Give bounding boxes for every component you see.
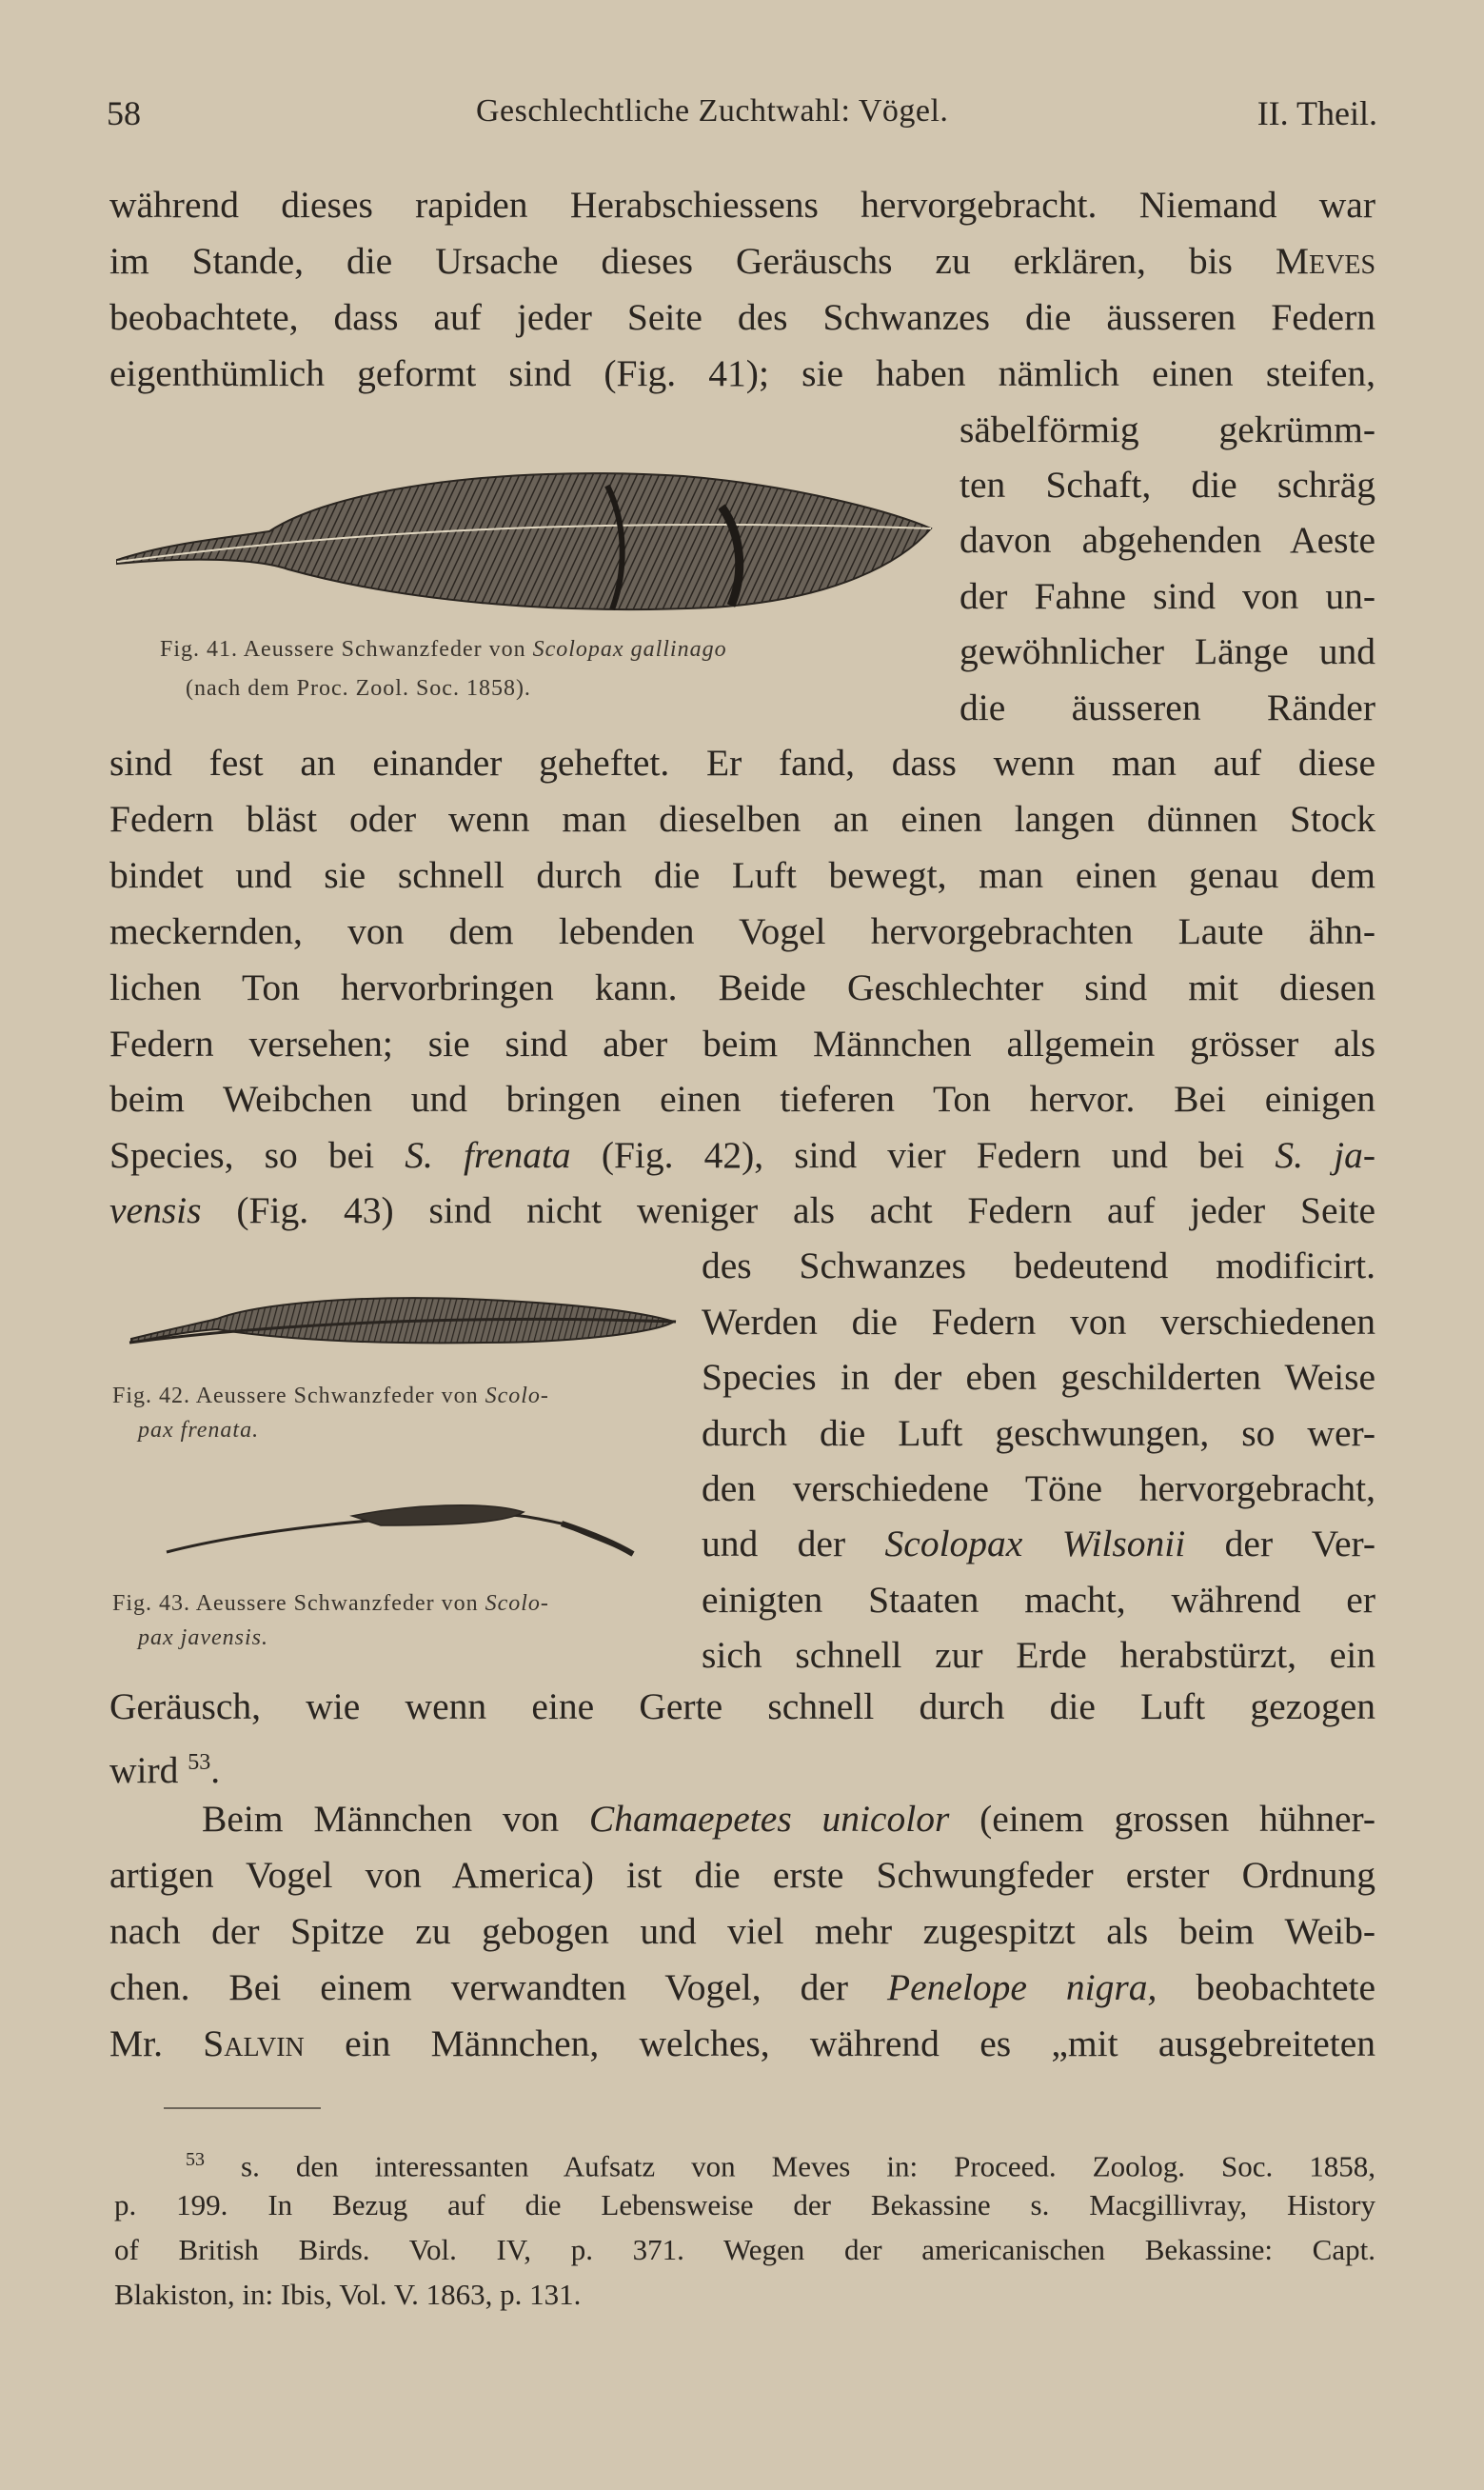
text-line: bindet und sie schnell durch die Luft bewegt, man einen genau dem — [109, 854, 1375, 896]
footnote-line: Blakiston, in: Ibis, Vol. V. 1863, p. 131. — [114, 2278, 582, 2311]
figure-41-caption: Fig. 41. Aeussere Schwanzfeder von Scolopax gallinago — [160, 637, 727, 662]
text-line: sind fest an einander geheftet. Er fand, dass wenn man auf diese — [109, 742, 1375, 784]
part-label: II. Theil. — [1256, 94, 1377, 132]
text-line: Mr. Salvin ein Männchen, welches, während es „mit ausgebreiteten — [109, 2022, 1376, 2064]
footnote-marker: 53 — [186, 2149, 205, 2170]
text-line: beobachtete, dass auf jeder Seite des Schwanzes die äusseren Federn — [109, 296, 1375, 338]
text-line: und der Scolopax Wilsonii der Ver- — [702, 1523, 1375, 1564]
text-line: Beim Männchen von Chamaepetes unicolor (einem grossen hühner- — [202, 1798, 1376, 1840]
text-line: Species, so bei S. frenata (Fig. 42), sind vier Federn und bei S. ja- — [109, 1134, 1376, 1176]
text-line: Federn bläst oder wenn man dieselben an einen langen dünnen Stock — [109, 798, 1375, 840]
footnote-line: of British Birds. Vol. IV, p. 371. Wegen der americanischen Bekassine: Capt. — [114, 2233, 1375, 2266]
text-line: lichen Ton hervorbringen kann. Beide Geschlechter sind mit diesen — [109, 966, 1375, 1008]
text-line: gewöhnlicher Länge und — [960, 630, 1375, 672]
text-line: nach der Spitze zu gebogen und viel mehr zugespitzt als beim Weib- — [109, 1910, 1375, 1952]
text-line: eigenthümlich geformt sind (Fig. 41); sie haben nämlich einen steifen, — [109, 352, 1375, 394]
text-line: meckernden, von dem lebenden Vogel hervorgebrachten Laute ähn- — [109, 910, 1375, 952]
species-chamaepetes: Chamaepetes unicolor — [588, 1798, 950, 1840]
footnote-line: $^{53}$ s. den interessanten Aufsatz von Meves in: Proceed. Zoolog. Soc. 1858, — [186, 2149, 1376, 2183]
page-number: 58 — [107, 94, 141, 132]
figure-41-feather-image — [112, 448, 940, 619]
text-line: einigten Staaten macht, während er — [702, 1579, 1375, 1621]
text-line: durch die Luft geschwungen, so wer- — [702, 1412, 1375, 1454]
text-line: davon abgehenden Aeste — [960, 519, 1375, 561]
running-title: Geschlechtliche Zuchtwahl: Vögel. — [476, 93, 949, 129]
text-line: der Fahne sind von un- — [960, 575, 1375, 617]
footnote-rule — [164, 2107, 321, 2109]
text-line: Federn versehen; sie sind aber beim Männchen allgemein grösser als — [109, 1023, 1375, 1065]
text-line: sich schnell zur Erde herabstürzt, ein — [702, 1634, 1375, 1676]
footnote-ref-53: 53 — [188, 1750, 211, 1775]
text-line: wird $^{53}$. — [109, 1749, 221, 1792]
species-scolopax-wilsonii: Scolopax Wilsonii — [884, 1523, 1186, 1564]
figure-43-species: pax javensis. — [138, 1625, 268, 1650]
author-salvin: Salvin — [203, 2022, 305, 2064]
text-line: Geräusch, wie wenn eine Gerte schnell durch die Luft gezogen — [109, 1685, 1375, 1727]
page-header — [107, 93, 1377, 141]
species-penelope-nigra: Penelope nigra, — [887, 1966, 1158, 2008]
text-line: ten Schaft, die schräg — [960, 464, 1375, 506]
text-line: säbelförmig gekrümm- — [960, 408, 1375, 450]
text-line: artigen Vogel von America) ist die erste Schwungfeder erster Ordnung — [109, 1854, 1375, 1896]
figure-42-feather-image — [122, 1266, 683, 1352]
text-line: vensis (Fig. 43) sind nicht weniger als acht Federn auf jeder Seite — [109, 1189, 1376, 1231]
species-s-frenata: S. frenata — [405, 1134, 571, 1176]
species-s-javensis: S. ja- — [1275, 1134, 1376, 1176]
text-line: im Stande, die Ursache dieses Geräuschs zu erklären, bis Meves — [109, 240, 1376, 282]
text-line: die äusseren Ränder — [960, 687, 1375, 728]
text-line: den verschiedene Töne hervorgebracht, — [702, 1467, 1375, 1509]
footnote-line: p. 199. In Bezug auf die Lebensweise der Bekassine s. Macgillivray, History — [114, 2188, 1375, 2221]
author-meves: Meves — [1275, 240, 1376, 282]
figure-42-caption: Fig. 42. Aeussere Schwanzfeder von Scolo- — [112, 1384, 549, 1408]
text-line: Species in der eben geschilderten Weise — [702, 1356, 1375, 1398]
figure-43-caption: Fig. 43. Aeussere Schwanzfeder von Scolo- — [112, 1591, 549, 1616]
text-line: chen. Bei einem verwandten Vogel, der Penelope nigra, beobachtete — [109, 1966, 1375, 2008]
text-line: während dieses rapiden Herabschiessens hervorgebracht. Niemand war — [109, 184, 1375, 226]
text-line: des Schwanzes bedeutend modificirt. — [702, 1245, 1375, 1286]
figure-41-source: (nach dem Proc. Zool. Soc. 1858). — [186, 676, 531, 701]
figure-42-species: pax frenata. — [138, 1418, 260, 1443]
text-line: Werden die Federn von verschiedenen — [702, 1301, 1375, 1343]
figure-43-feather-image — [162, 1484, 638, 1560]
text-line: beim Weibchen und bringen einen tieferen Ton hervor. Bei einigen — [109, 1078, 1375, 1120]
